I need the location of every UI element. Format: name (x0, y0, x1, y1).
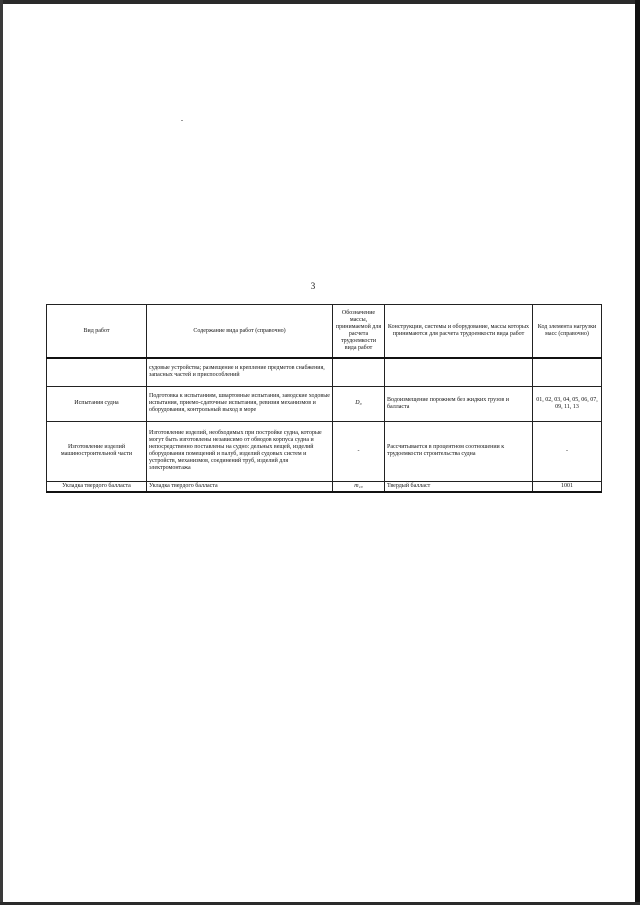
header-mass-symbol: Обозначение массы, принимаемой для расчета трудоемкости вида работ (333, 305, 385, 359)
cell-mass-symbol: m₁₀ (333, 481, 385, 492)
cell-work-content: Изготовление изделий, необходимых при постройке судна, которые могут быть изготовлены независимо от обводов корпуса судна и непосредственно поставлены на судно: дельных вещей, изделий оборудования помещений и палуб, изделий судовых систем и устройств, механизмов, соединений труб, изделий для электромонтажа (147, 421, 333, 481)
table-row (47, 358, 602, 386)
cell-load-code (533, 358, 602, 386)
cell-work-content: судовые устройства; размещение и крепление предметов снабжения, запасных частей и приспособлений (147, 358, 333, 386)
cell-work-type: Укладка твердого балласта (47, 481, 147, 492)
scan-speck (181, 120, 183, 121)
cell-mass-symbol: D₀ (333, 386, 385, 421)
cell-mass-symbol: - (333, 421, 385, 481)
header-structures: Конструкции, системы и оборудование, массы которых принимаются для расчета трудоемкости вида работ (385, 305, 533, 359)
page-number: 3 (310, 281, 316, 291)
scan-edge-top (0, 0, 640, 4)
cell-work-type: Изготовление изделий машиностроительной части (47, 421, 147, 481)
cell-work-type: Испытания судна (47, 386, 147, 421)
header-work-type: Вид работ (47, 305, 147, 359)
table-row (47, 421, 602, 481)
work-types-table (46, 304, 602, 493)
cell-load-code: - (533, 421, 602, 481)
table-row (47, 386, 602, 421)
header-load-code: Код элемента нагрузки масс (справочно) (533, 305, 602, 359)
cell-structures: Рассчитывается в процентном соотношении к трудоемкости строительства судна (385, 421, 533, 481)
cell-structures: Водоизмещение порожнем без жидких грузов и балласта (385, 386, 533, 421)
table-row (47, 481, 602, 492)
header-work-content: Содержание вида работ (справочно) (147, 305, 333, 359)
cell-work-content: Подготовка к испытаниям, швартовные испытания, заводские ходовые испытания, приемо-сдаточные испытания, ревизия механизмов и оборудования, контрольный выход в море (147, 386, 333, 421)
cell-structures: Твердый балласт (385, 481, 533, 492)
cell-structures (385, 358, 533, 386)
cell-work-content: Укладка твердого балласта (147, 481, 333, 492)
cell-load-code: 1001 (533, 481, 602, 492)
cell-work-type (47, 358, 147, 386)
cell-mass-symbol (333, 358, 385, 386)
scan-edge-left (0, 0, 3, 905)
table-header-row (47, 305, 602, 359)
scan-edge-right (635, 0, 640, 905)
cell-load-code: 01, 02, 03, 04, 05, 06, 07, 09, 11, 13 (533, 386, 602, 421)
